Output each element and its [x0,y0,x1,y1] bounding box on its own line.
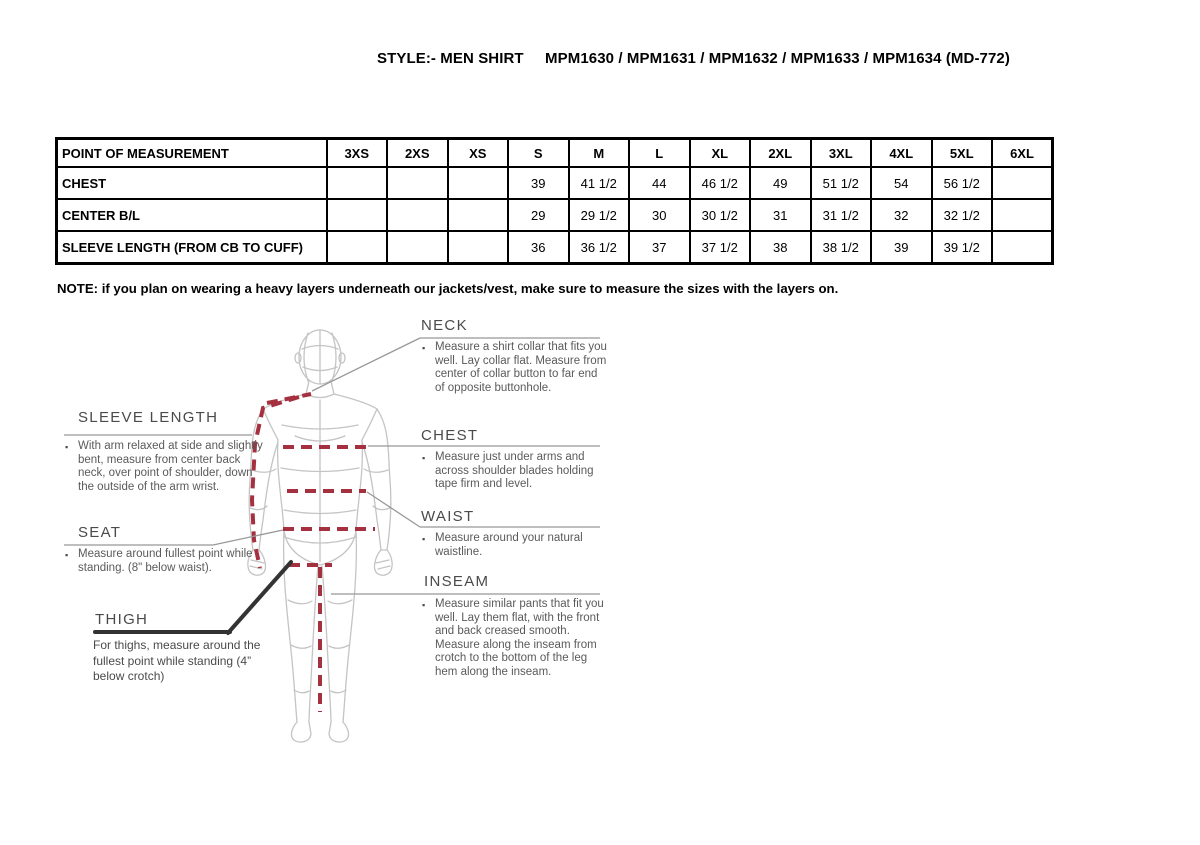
size-chart-value-cell: 46 1/2 [690,167,751,199]
size-chart-value-cell: 37 [629,231,690,264]
size-chart-value-cell: 39 1/2 [932,231,993,264]
size-chart-row [57,231,1053,264]
size-chart-table [55,137,1054,265]
size-chart-value-cell: 32 [871,199,932,231]
size-chart-value-cell [448,199,509,231]
size-chart-header-cell: 3XS [327,139,388,168]
size-chart-value-cell [992,167,1053,199]
note-text: NOTE: if you plan on wearing a heavy layers underneath our jackets/vest, make sure to measure the sizes with the layers on. [57,281,839,296]
size-chart-value-cell: 30 [629,199,690,231]
size-chart-value-cell: 51 1/2 [811,167,872,199]
size-chart-value-cell: 32 1/2 [932,199,993,231]
page-title: STYLE:- MEN SHIRT MPM1630 / MPM1631 / MPM1632 / MPM1633 / MPM1634 (MD-772) [377,50,1010,67]
size-chart-value-cell: 44 [629,167,690,199]
neck-leader-line [312,338,420,391]
size-chart-value-cell: 29 1/2 [569,199,630,231]
size-chart-value-cell [448,231,509,264]
size-chart-value-cell: 41 1/2 [569,167,630,199]
size-chart-value-cell: 29 [508,199,569,231]
size-chart-row-label: CHEST [57,167,327,199]
waist-label: WAIST [421,508,475,525]
inseam-description: ▪ Measure similar pants that fit you well. Lay them flat, with the front and back creased smooth. Measure along the inseam from crotch to the bottom of the leg hem along the inseam. [421,598,611,680]
size-chart-value-cell: 30 1/2 [690,199,751,231]
waist-leader-line [367,492,420,527]
size-chart-value-cell: 36 1/2 [569,231,630,264]
sleeve-length-description: ▪ With arm relaxed at side and slightly bent, measure from center back neck, over point of shoulder, down the outside of the arm wrist. [64,440,264,494]
waist-description: ▪ Measure around your natural waistline. [421,532,607,559]
size-chart-header-cell: POINT OF MEASUREMENT [57,139,327,168]
size-chart-value-cell: 31 1/2 [811,199,872,231]
size-chart-value-cell: 36 [508,231,569,264]
size-chart-header-cell: 6XL [992,139,1053,168]
chest-description: ▪ Measure just under arms and across shoulder blades holding tape firm and level. [421,451,607,492]
size-chart-header-cell: 5XL [932,139,993,168]
seat-leader-line [213,530,283,545]
size-chart-row-label: SLEEVE LENGTH (FROM CB TO CUFF) [57,231,327,264]
size-chart-value-cell: 31 [750,199,811,231]
thigh-label: THIGH [95,611,149,628]
size-chart-value-cell [387,231,448,264]
size-chart-row [57,199,1053,231]
body-wireframe [248,330,392,742]
size-chart-header-cell: 2XS [387,139,448,168]
size-chart-header-cell: 2XL [750,139,811,168]
size-chart-header-cell: 4XL [871,139,932,168]
neck-label: NECK [421,317,468,334]
inseam-label: INSEAM [424,573,490,590]
size-chart-header-cell: S [508,139,569,168]
size-chart-value-cell: 38 1/2 [811,231,872,264]
size-chart-value-cell [992,199,1053,231]
size-chart-header-cell: XL [690,139,751,168]
size-chart-value-cell [448,167,509,199]
size-chart-value-cell: 37 1/2 [690,231,751,264]
size-chart-row [57,167,1053,199]
size-chart-header-row [57,139,1053,168]
size-chart-value-cell: 49 [750,167,811,199]
size-chart-value-cell: 39 [871,231,932,264]
sleeve-length-label: SLEEVE LENGTH [78,409,219,426]
size-chart-value-cell: 38 [750,231,811,264]
neck-description: ▪ Measure a shirt collar that fits you well. Lay collar flat. Measure from center of collar button to far end of opposite buttonhole. [421,341,607,395]
size-chart-value-cell: 39 [508,167,569,199]
size-chart-value-cell [387,199,448,231]
size-chart-row-label: CENTER B/L [57,199,327,231]
size-chart-value-cell [327,231,388,264]
thigh-description: For thighs, measure around the fullest point while standing (4” below crotch) [93,638,261,683]
chest-label: CHEST [421,427,479,444]
size-chart-header-cell: 3XL [811,139,872,168]
measurement-dash-lines [252,394,375,712]
size-chart-value-cell: 56 1/2 [932,167,993,199]
size-chart-header-cell: XS [448,139,509,168]
collar-dash-line [267,394,311,403]
size-chart-header-cell: M [569,139,630,168]
size-chart-value-cell: 54 [871,167,932,199]
size-chart-value-cell [992,231,1053,264]
size-chart-value-cell [327,167,388,199]
size-chart-header-cell: L [629,139,690,168]
seat-label: SEAT [78,524,122,541]
seat-description: ▪ Measure around fullest point while standing. (8" below waist). [64,548,264,575]
size-chart-value-cell [387,167,448,199]
size-chart-value-cell [327,199,388,231]
